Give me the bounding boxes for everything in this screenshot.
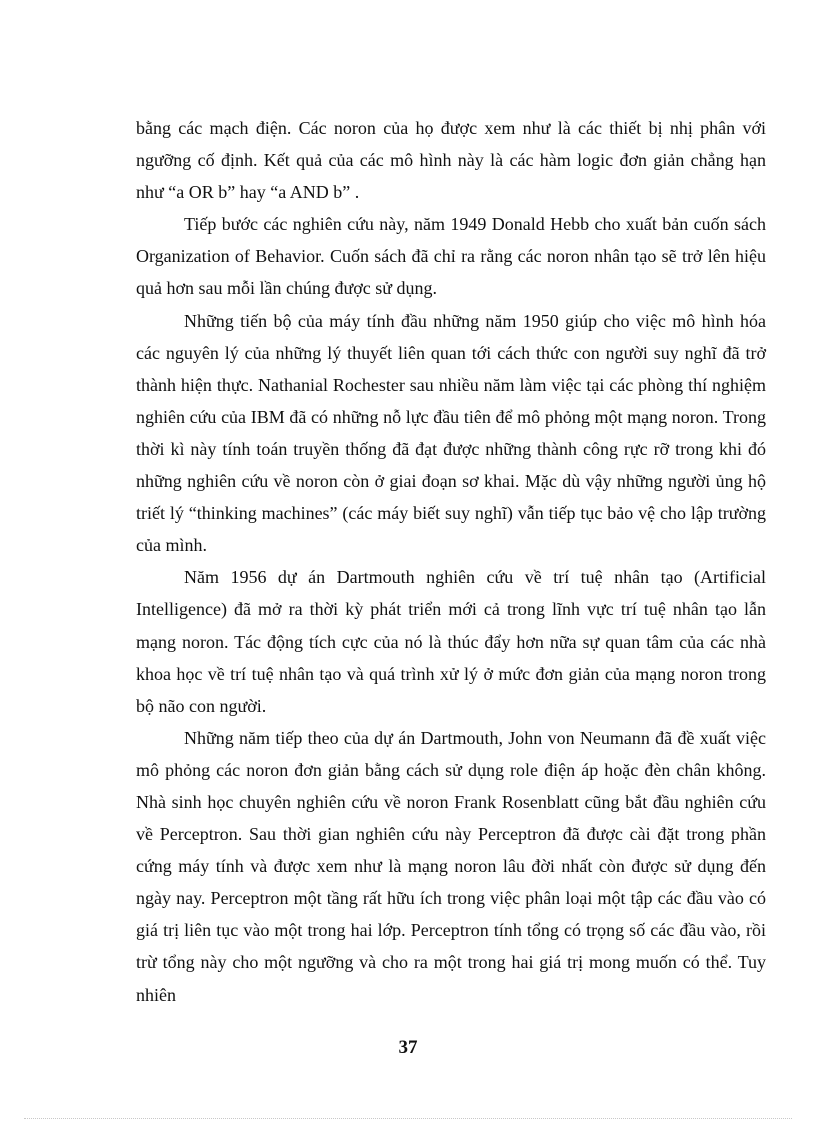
document-body: [136, 112, 766, 1011]
paragraph-dartmouth-1956: Năm 1956 dự án Dartmouth nghiên cứu về trí tuệ nhân tạo (Artificial Intelligence) đã mở ra thời kỳ phát triển mới cả trong lĩnh vực trí tuệ nhân tạo lẫn mạng noron. Tác động tích cực của nó là thúc đẩy hơn nữa sự quan tâm của các nhà khoa học về trí tuệ nhân tạo và quá trình xử lý ở mức đơn giản của mạng noron trong bộ não con người.: [136, 567, 766, 716]
paragraph-continuation: bằng các mạch điện. Các noron của họ được xem như là các thiết bị nhị phân với ngưỡng cố định. Kết quả của các mô hình này là các hàm logic đơn giản chẳng hạn như “a OR b” hay “a AND b” .: [136, 118, 766, 203]
page-edge-divider: [24, 1118, 792, 1119]
paragraph-hebb: Tiếp bước các nghiên cứu này, năm 1949 Donald Hebb cho xuất bản cuốn sách Organization of Behavior. Cuốn sách đã chỉ ra rằng các noron nhân tạo sẽ trở lên hiệu quả hơn sau mỗi lần chúng được sử dụng.: [136, 214, 766, 299]
paragraph-computers-1950s: Những tiến bộ của máy tính đầu những năm 1950 giúp cho việc mô hình hóa các nguyên lý của những lý thuyết liên quan tới cách thức con người suy nghĩ đã trở thành hiện thực. Nathanial Rochester sau nhiều năm làm việc tại các phòng thí nghiệm nghiên cứu của IBM đã có những nỗ lực đầu tiên để mô phỏng một mạng noron. Trong thời kì này tính toán truyền thống đã đạt được những thành công rực rỡ trong khi đó những nghiên cứu về noron còn ở giai đoạn sơ khai. Mặc dù vậy những người ủng hộ triết lý “thinking machines” (các máy biết suy nghĩ) vẫn tiếp tục bảo vệ cho lập trường của mình.: [136, 310, 766, 556]
paragraph-perceptron: Những năm tiếp theo của dự án Dartmouth, John von Neumann đã đề xuất việc mô phỏng các noron đơn giản bằng cách sử dụng role điện áp hoặc đèn chân không. Nhà sinh học chuyên nghiên cứu về noron Frank Rosenblatt cũng bắt đầu nghiên cứu về Perceptron. Sau thời gian nghiên cứu này Perceptron đã được cài đặt trong phần cứng máy tính và được xem như là mạng noron lâu đời nhất còn được sử dụng đến ngày nay. Perceptron một tầng rất hữu ích trong việc phân loại một tập các đầu vào có giá trị liên tục vào một trong hai lớp. Perceptron tính tổng có trọng số các đầu vào, rồi trừ tổng này cho một ngưỡng và cho ra một trong hai giá trị mong muốn có thể. Tuy nhiên: [136, 727, 766, 1005]
page-number: 37: [398, 1037, 418, 1058]
